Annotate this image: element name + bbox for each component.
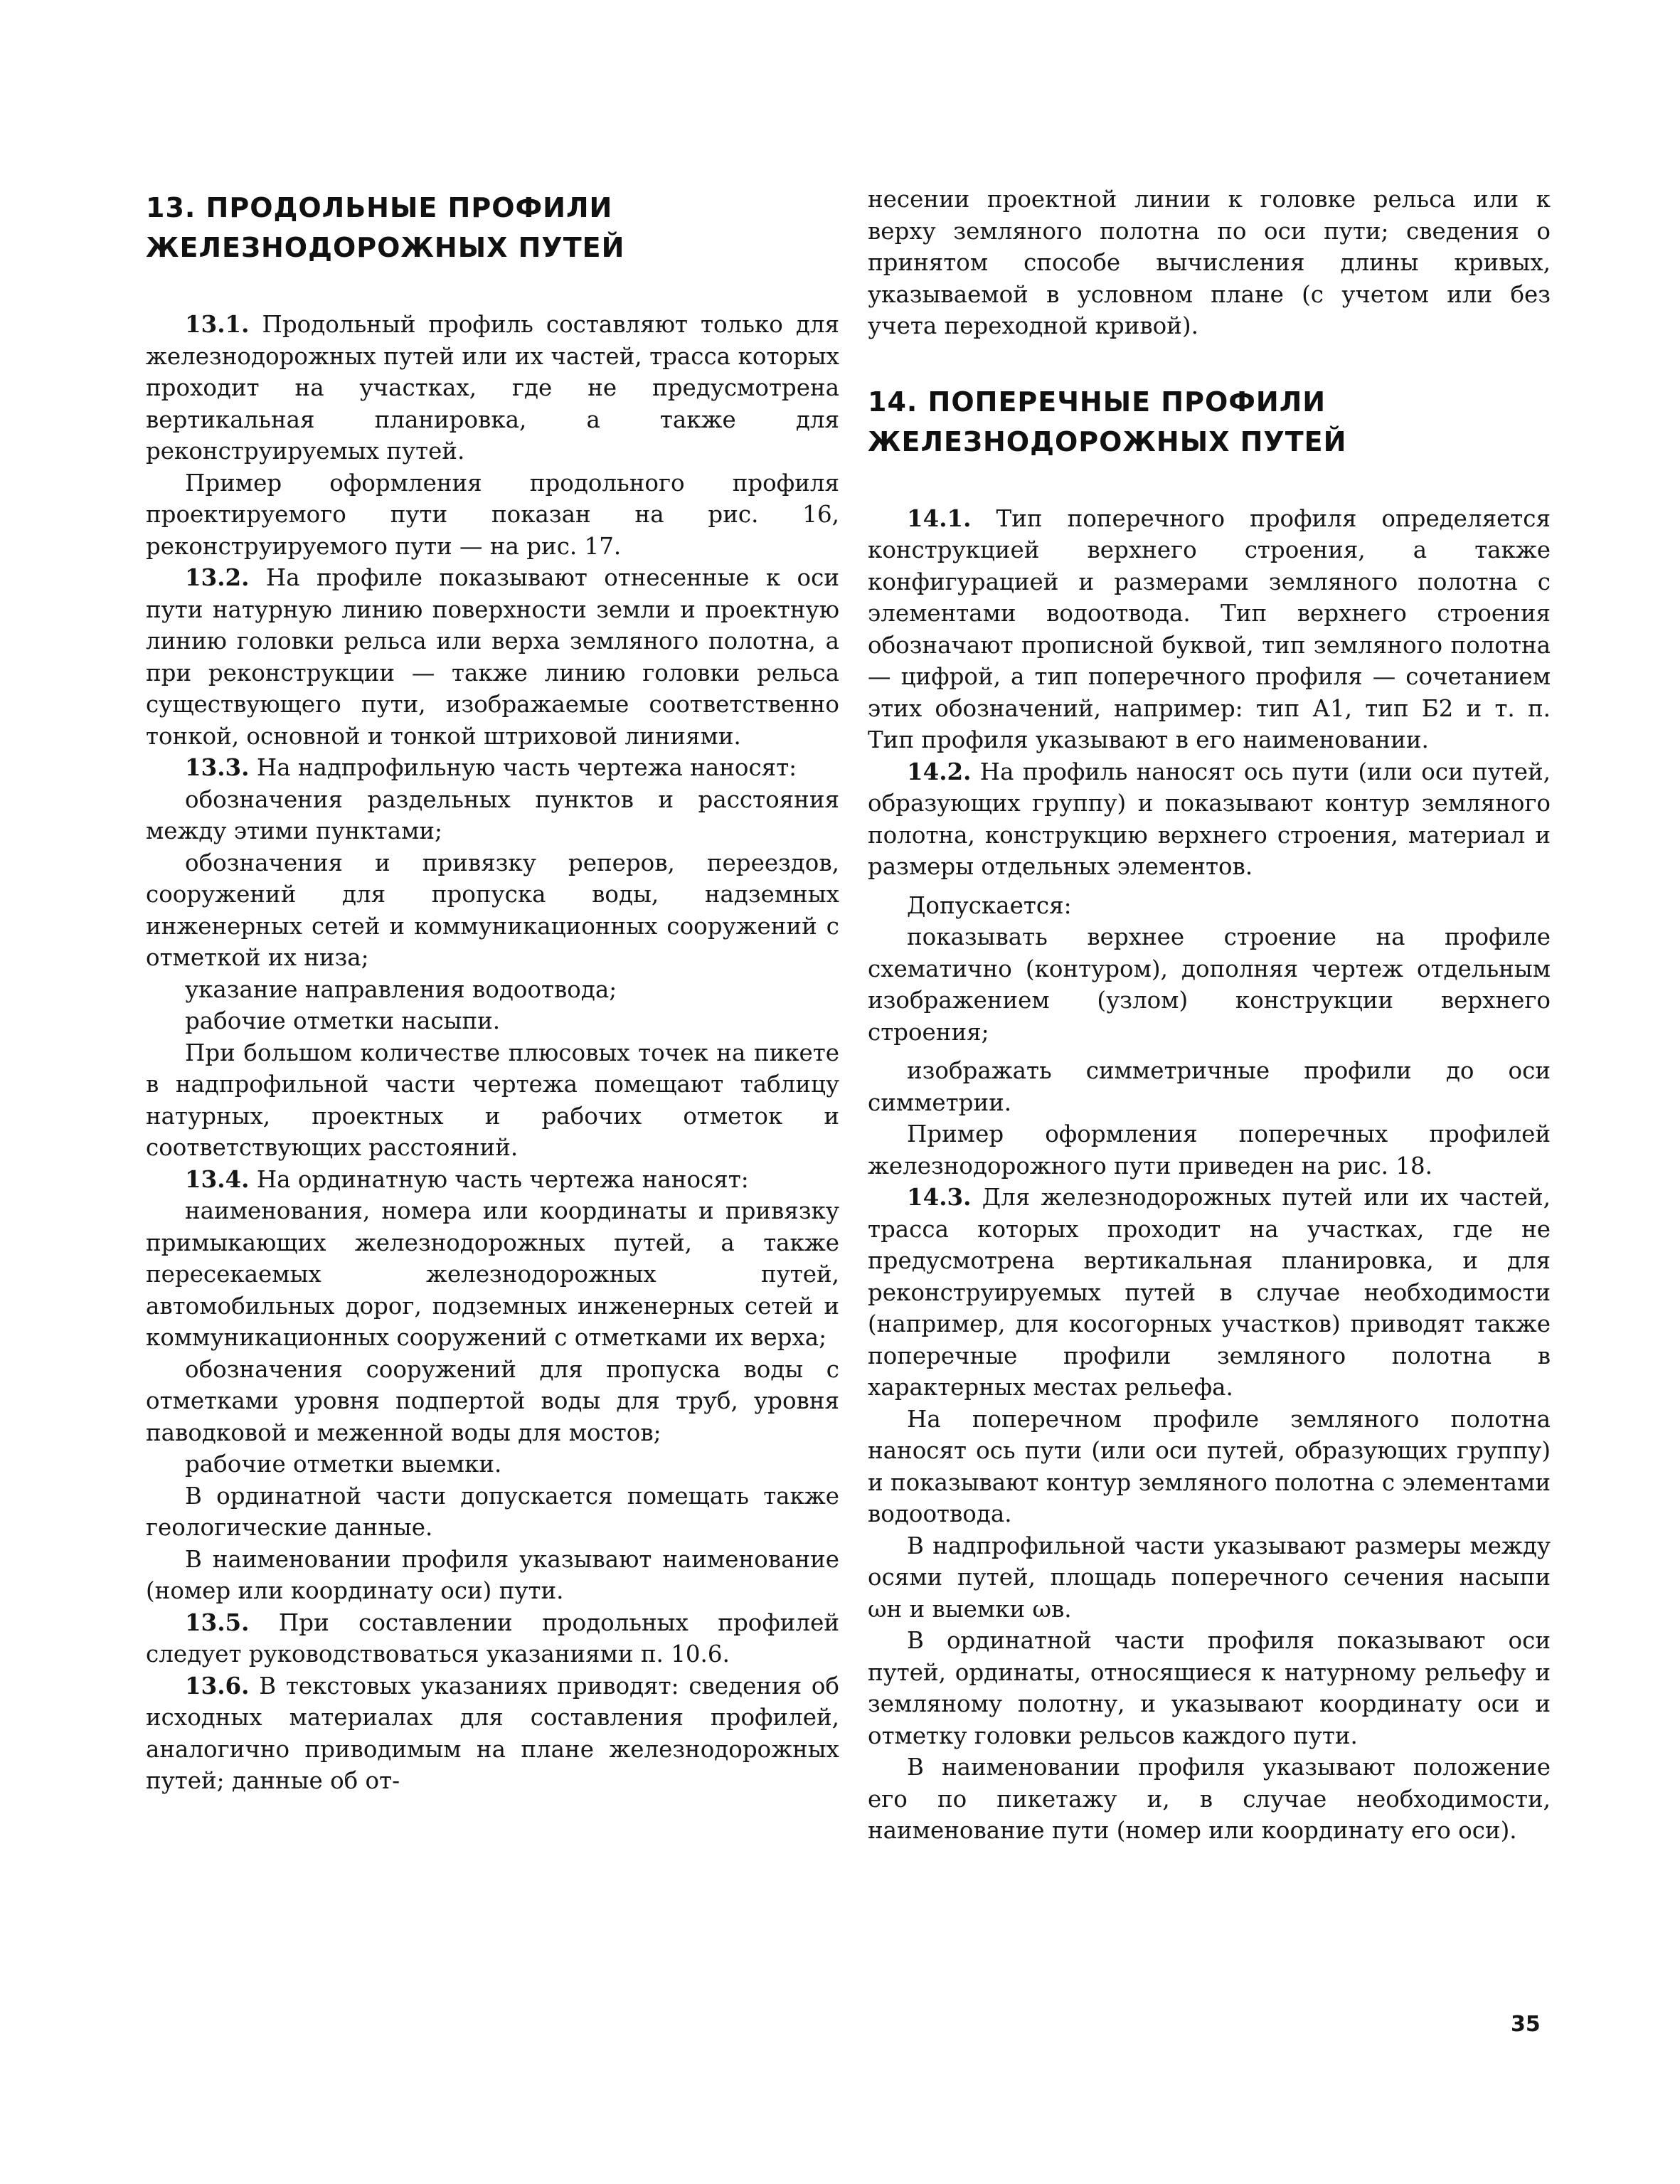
paragraph-text: На надпрофильную часть чертежа наносят: — [256, 754, 797, 781]
list-item: наименования, номера или координаты и привязку примыкающих железнодорожных путей, а также пересекаемых железнодорожных путей, автомобильных дорог, подземных инженерных сетей и коммуникационных сооружений с отметками их верха; — [146, 1197, 839, 1351]
paragraph: В ординатной части профиля показывают оси путей, ординаты, относящиеся к натурному рельефу и земляному полотну, и указывают координату оси и отметку головки рельсов каждого пути. — [868, 1627, 1551, 1749]
list-item: обозначения и привязку реперов, переездов, сооружений для пропуска воды, надземных инженерных сетей и коммуникационных сооружений с отметкой их низа; — [146, 849, 839, 971]
paragraph-14-1 — [868, 503, 1551, 756]
clause-number: 13.2. — [185, 563, 250, 591]
clause-number: 14.1. — [907, 504, 972, 532]
paragraph-13-1 — [146, 309, 839, 467]
left-column — [146, 184, 839, 1797]
clause-number: 14.2. — [907, 757, 972, 785]
list-item: показывать верхнее строение на профиле схематично (контуром), дополняя чертеж отдельным изображением (узлом) конструкции верхнего строения; — [868, 923, 1551, 1046]
paragraph-text: На профиле показывают отнесенные к оси пути натурную линию поверхности земли и проектную линию головки рельса или верха земляного полотна, а при реконструкции — также линию головки рельса существующего пути, изображаемые соответственно тонкой, основной и тонкой штриховой линиями. — [146, 564, 839, 750]
paragraph: В надпрофильной части указывают размеры между осями путей, площадь поперечного сечения насыпи ωн и выемки ωв. — [868, 1532, 1551, 1623]
paragraph-text: На ординатную часть чертежа наносят: — [256, 1165, 749, 1193]
list-item: рабочие отметки насыпи. — [185, 1007, 501, 1034]
paragraph-14-3 — [868, 1182, 1551, 1404]
paragraph: В ординатной части допускается помещать также геологические данные. — [146, 1482, 839, 1541]
clause-number: 13.5. — [185, 1608, 250, 1636]
section-14-heading — [868, 382, 1551, 462]
paragraph-13-2 — [146, 562, 839, 752]
paragraph-14-2 — [868, 756, 1551, 883]
paragraph-text: В текстовых указаниях приводят: сведения об исходных материалах для составления профилей, аналогично приводимым на плане железнодорожных путей; данные об от- — [146, 1672, 839, 1794]
list-item: изображать симметричные профили до оси симметрии. — [868, 1057, 1551, 1116]
clause-number: 13.4. — [185, 1165, 250, 1193]
list-item: указание направления водоотвода; — [185, 975, 617, 1003]
clause-number: 13.3. — [185, 753, 250, 781]
paragraph-13-6 — [146, 1670, 839, 1797]
section-13-heading-line2: ЖЕЛЕЗНОДОРОЖНЫХ ПУТЕЙ — [146, 232, 625, 263]
list-item: обозначения сооружений для пропуска воды с отметками уровня подпертой воды для труб, уровня паводковой и меженной воды для мостов; — [146, 1355, 839, 1446]
paragraph-13-5 — [146, 1607, 839, 1670]
paragraph: Пример оформления продольного профиля проектируемого пути показан на рис. 16, реконструируемого пути — на рис. 17. — [146, 469, 839, 560]
paragraph-text: При составлении продольных профилей следует руководствоваться указаниями п. 10.6. — [146, 1608, 839, 1668]
section-14-heading-line1: 14. ПОПЕРЕЧНЫЕ ПРОФИЛИ — [868, 386, 1327, 418]
paragraph: Пример оформления поперечных профилей железнодорожного пути приведен на рис. 18. — [868, 1120, 1551, 1180]
paragraph-13-6-continuation: несении проектной линии к головке рельса или к верху земляного полотна по оси пути; сведения о принятом способе вычисления длины кривых, указываемой в условном плане (с учетом или без учета переходной кривой). — [868, 186, 1551, 339]
paragraph-13-4 — [146, 1164, 839, 1196]
paragraph: При большом количестве плюсовых точек на пикете в надпрофильной части чертежа помещают таблицу натурных, проектных и рабочих отметок и соответствующих расстояний. — [146, 1039, 839, 1161]
clause-number: 13.1. — [185, 310, 250, 338]
paragraph-text: Для железнодорожных путей или их частей, трасса которых проходит на участках, где не предусмотрена вертикальная планировка, и для реконструируемых путей в случае необходимости (например, для косогорных участков) приводят также поперечные профили земляного полотна в характерных местах рельефа. — [868, 1184, 1551, 1401]
list-item: обозначения раздельных пунктов и расстояния между этими пунктами; — [146, 785, 839, 844]
section-13-heading-line1: 13. ПРОДОЛЬНЫЕ ПРОФИЛИ — [146, 192, 613, 223]
paragraph: В наименовании профиля указывают наименование (номер или координату оси) пути. — [146, 1545, 839, 1604]
paragraph-text: На профиль наносят ось пути (или оси путей, образующих группу) и показывают контур земляного полотна, конструкцию верхнего строения, материал и размеры отдельных элементов. — [868, 758, 1551, 880]
paragraph-13-3 — [146, 752, 839, 784]
paragraph: На поперечном профиле земляного полотна наносят ось пути (или оси путей, образующих группу) и показывают контур земляного полотна с элементами водоотвода. — [868, 1405, 1551, 1527]
clause-number: 14.3. — [907, 1183, 972, 1211]
page-number: 35 — [1511, 2012, 1541, 2037]
paragraph-text: Продольный профиль составляют только для железнодорожных путей или их частей, трасса которых проходит на участках, где не предусмотрена вертикальная планировка, а также для реконструируемых путей. — [146, 311, 839, 465]
clause-number: 13.6. — [185, 1671, 250, 1700]
paragraph-text: Тип поперечного профиля определяется конструкцией верхнего строения, а также конфигурацией и размерами земляного полотна с элементами водоотвода. Тип верхнего строения обозначают прописной буквой, тип земляного полотна — цифрой, а тип поперечного профиля — сочетанием этих обозначений, например: тип А1, тип Б2 и т. п. Тип профиля указывают в его наименовании. — [868, 504, 1551, 753]
paragraph: Допускается: — [907, 891, 1072, 919]
list-item: рабочие отметки выемки. — [185, 1451, 502, 1478]
section-13-heading — [146, 188, 839, 267]
section-14-heading-line2: ЖЕЛЕЗНОДОРОЖНЫХ ПУТЕЙ — [868, 425, 1347, 457]
paragraph: В наименовании профиля указывают положение его по пикетажу и, в случае необходимости, наименование пути (номер или координату его оси). — [868, 1754, 1551, 1844]
right-column — [868, 184, 1551, 1847]
